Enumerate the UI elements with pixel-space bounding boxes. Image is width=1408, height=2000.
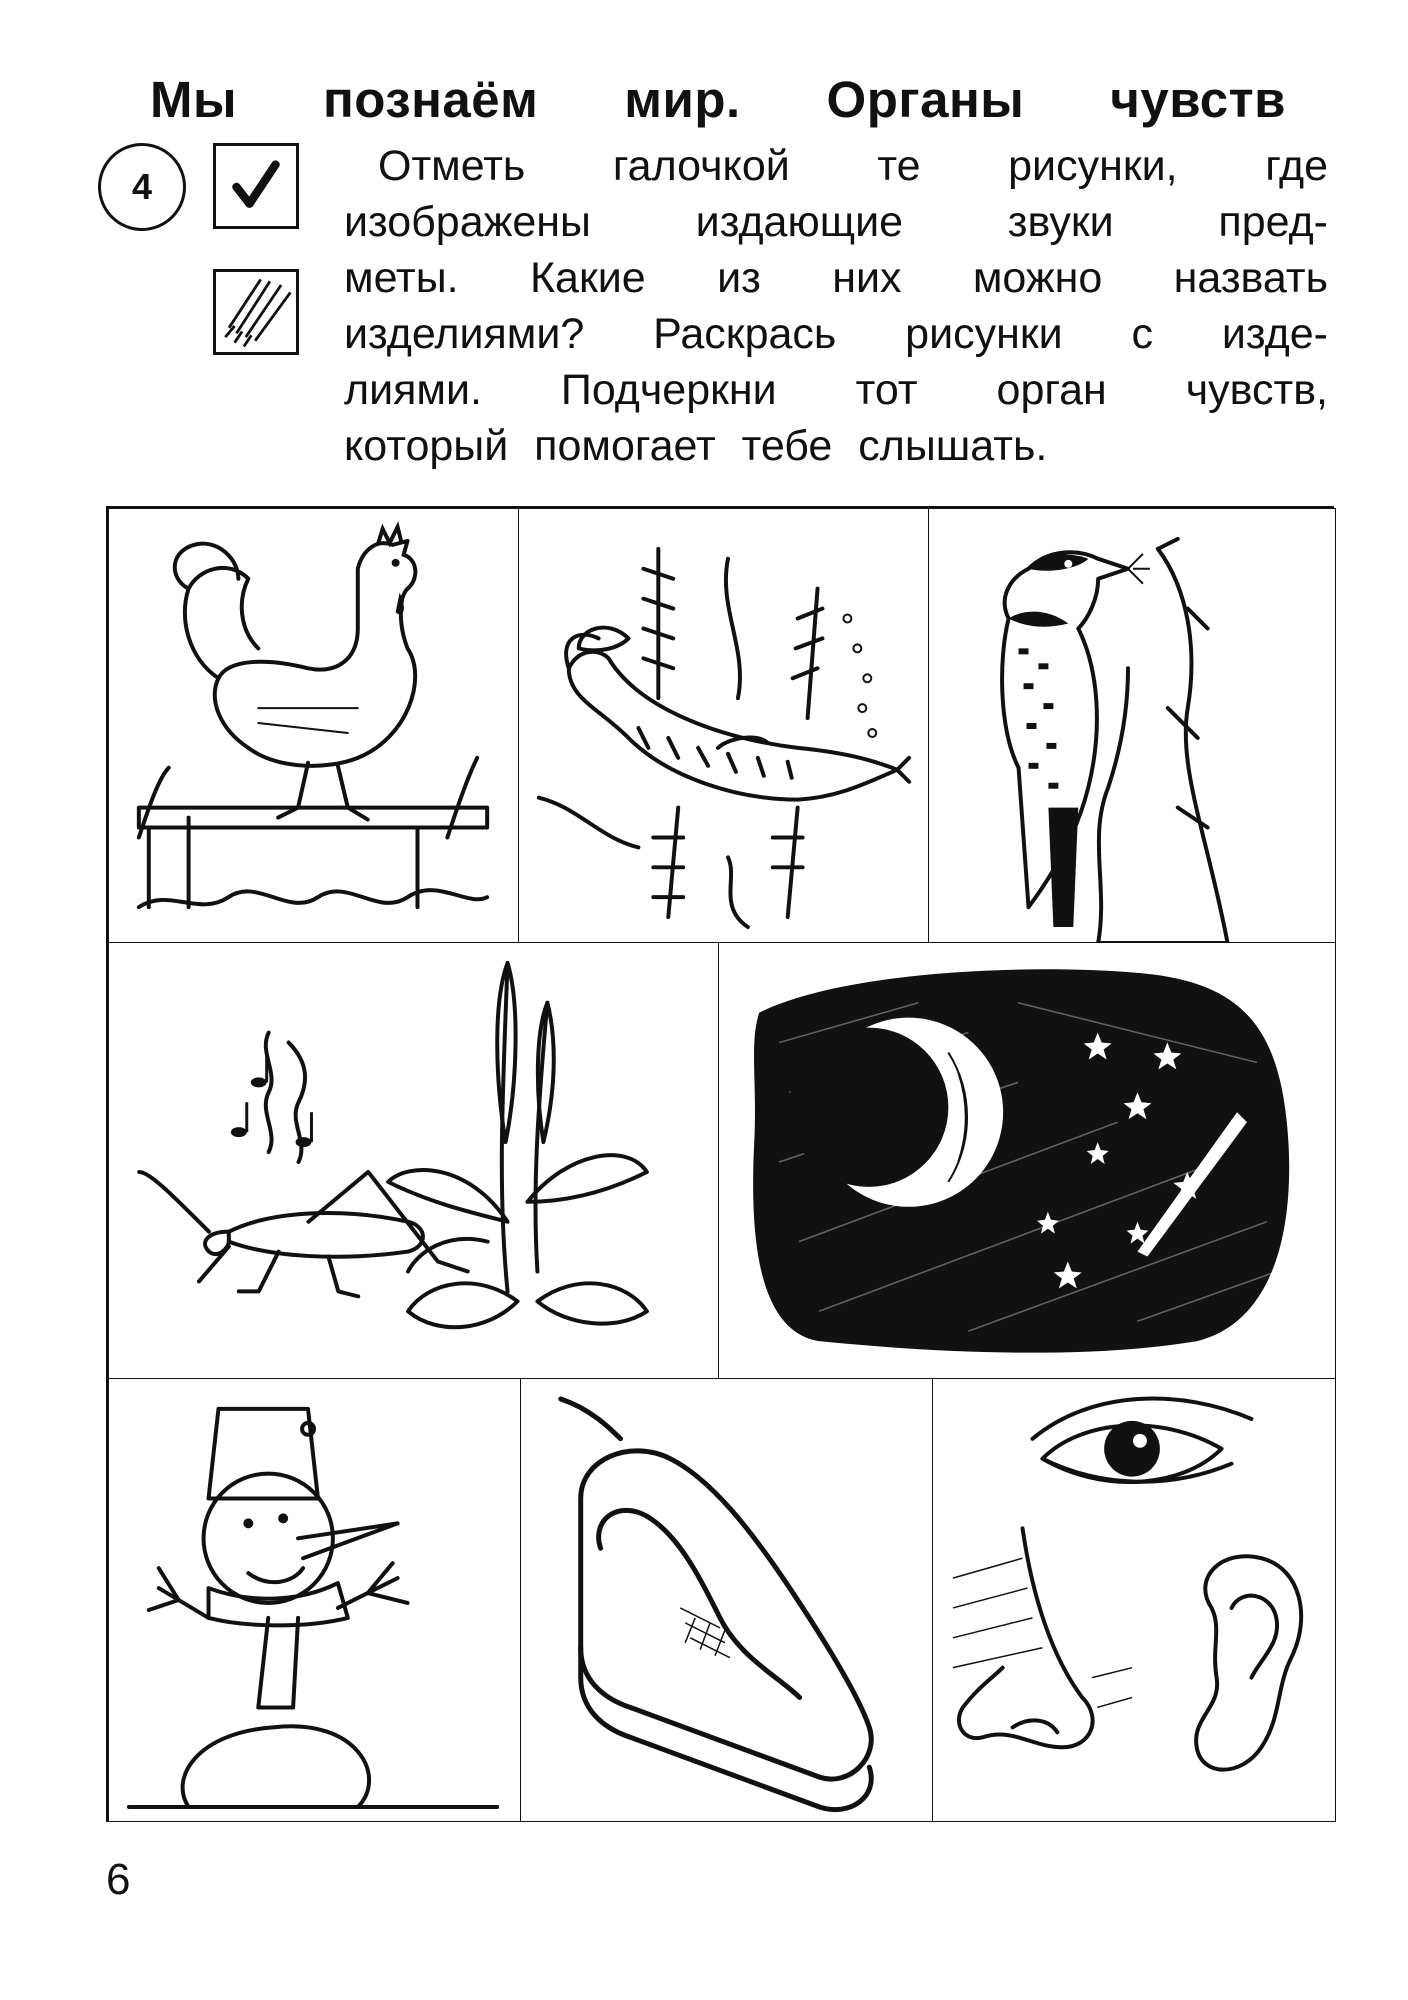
- rooster-picture[interactable]: [108, 508, 520, 944]
- ear-icon: [1196, 1556, 1301, 1769]
- snowman-picture[interactable]: [108, 1378, 522, 1822]
- instruction-line: лиями. Подчеркни тот орган чувств,: [344, 366, 1328, 414]
- grasshopper-icon: [109, 943, 719, 1379]
- woodpecker-icon: [929, 509, 1335, 943]
- task-instruction: [344, 138, 1328, 474]
- moon-and-stars-icon: [719, 943, 1335, 1379]
- page-number: 6: [106, 1855, 131, 1904]
- picture-grid: [106, 506, 1334, 1822]
- eye-nose-ear-icon: [933, 1379, 1335, 1821]
- fish-picture[interactable]: [518, 508, 930, 944]
- woodpecker-picture[interactable]: [928, 508, 1336, 944]
- grasshopper-picture[interactable]: [108, 942, 720, 1380]
- telephone-picture[interactable]: [520, 1378, 934, 1822]
- sense-organs-picture[interactable]: [932, 1378, 1336, 1822]
- instruction-line: изделиями? Раскрась рисунки с изде-: [344, 310, 1328, 358]
- snowman-icon: [109, 1379, 521, 1821]
- instruction-line: Отметь галочкой те рисунки, где: [378, 142, 1328, 190]
- fish-icon: [519, 509, 929, 943]
- rooster-icon: [109, 509, 519, 943]
- page-title: Мы познаём мир. Органы чувств: [150, 71, 1286, 128]
- telephone-handset-icon: [521, 1379, 933, 1821]
- instruction-line: меты. Какие из них можно назвать: [344, 254, 1328, 302]
- nose-icon: [959, 1528, 1093, 1747]
- instruction-line: который помогает тебе слышать.: [344, 422, 1048, 470]
- coloring-pencils-icon: [213, 269, 299, 355]
- night-sky-picture[interactable]: [718, 942, 1336, 1380]
- checkmark-icon: [213, 143, 299, 229]
- task-number-badge: 4: [98, 143, 186, 231]
- instruction-line: изображены издающие звуки пред-: [344, 198, 1328, 246]
